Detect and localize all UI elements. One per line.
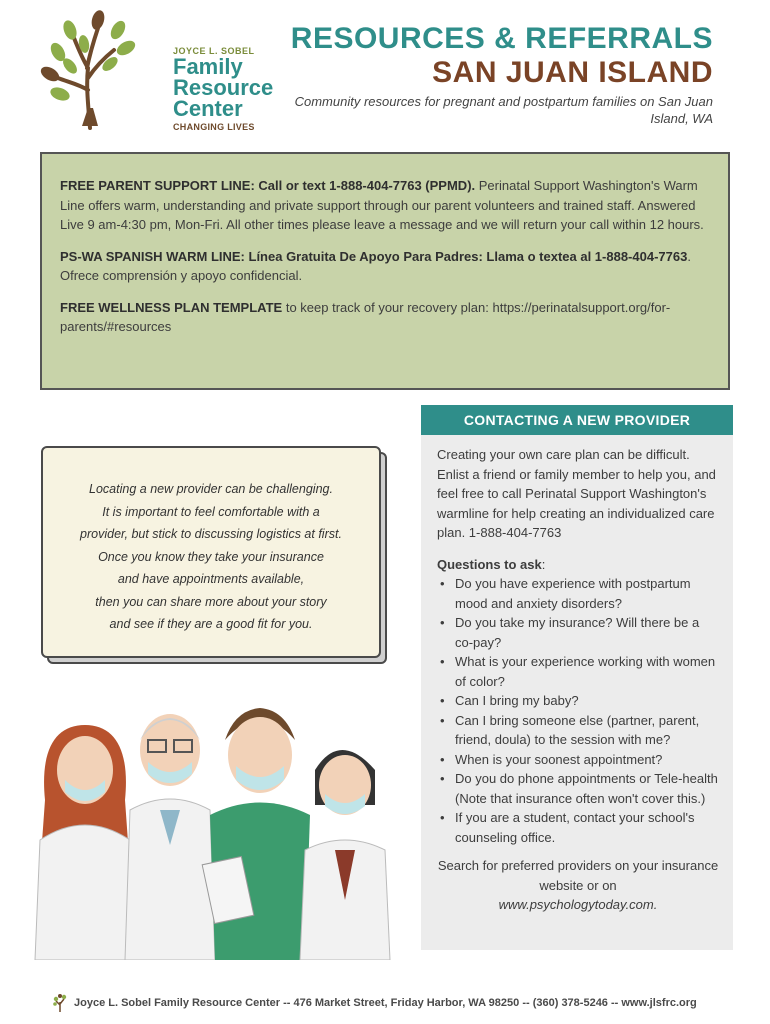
quote-line: It is important to feel comfortable with a [102,504,320,519]
list-item: • Do you do phone appointments or Tele-health (Note that insurance often won't cover this.) [437,769,719,808]
provider-search-note [437,856,719,915]
list-item: • Do you take my insurance? Will there be a co-pay? [437,613,719,652]
provider-section [421,435,733,950]
spanish-warm-line [60,247,708,286]
quote-card [41,446,381,658]
list-item: • What is your experience working with women of color? [437,652,719,691]
logo-small: JOYCE L. SOBEL [173,46,255,56]
list-item: • When is your soonest appointment? [437,750,719,770]
support-info-box [40,152,730,390]
list-item: • Can I bring someone else (partner, parent, friend, doula) to the session with me? [437,711,719,750]
parent-support-line-text: Perinatal Support Washington's Warm Line offers warm, understanding and private support through our parent volunteers and trained staff. Answered Live 9 am-4:30 pm, Mon-Fri. All other times please leave a message and we will return your call within 12 hours. [60,178,704,232]
wellness-plan-title: FREE WELLNESS PLAN TEMPLATE [60,299,283,315]
logo-text [173,46,273,132]
list-item: • If you are a student, contact your school's counseling office. [437,808,719,847]
logo-tagline: CHANGING LIVES [173,122,255,132]
logo-line3: Center [173,96,243,121]
parent-support-line-title: FREE PARENT SUPPORT LINE: Call or text 1-888-404-7763 (PPMD). [60,178,476,193]
spanish-warm-line-title: PS-WA SPANISH WARM LINE: Línea Gratuita De Apoyo Para Padres: Llama o textea al 1-888-404-7763 [60,248,688,264]
provider-intro: Creating your own care plan can be difficult. Enlist a friend or family member to help you, and feel free to call Perinatal Support Washington's warmline for help creating an individualized care plan. 1-888-404-7763 [437,447,716,540]
quote-line: and see if they are a good fit for you. [109,617,313,631]
logo-line1: Family [173,54,243,79]
quote-line: and have appointments available, [117,572,305,586]
questions-heading-label: Questions to ask [437,556,542,572]
list-item: • Do you have experience with postpartum mood and anxiety disorders? [437,574,719,613]
quote-line: then you can share more about your story [95,594,327,609]
spanish-warm-line-text: . Ofrece comprensión y apoyo confidencial. [60,248,691,283]
page-title: RESOURCES & REFERRALS [290,22,713,55]
page-subtitle-location: SAN JUAN ISLAND [432,56,713,89]
logo-line2: Resource [173,75,274,100]
healthcare-providers-illustration [30,670,410,960]
provider-section-heading: CONTACTING A NEW PROVIDER [421,405,733,435]
provider-man-older [125,714,215,960]
provider-woman-left [35,725,135,960]
page-footer [52,993,742,1013]
questions-heading-colon: : [541,556,546,572]
page-description: Community resources for pregnant and postpartum families on San Juan Island, WA [294,94,713,126]
questions-heading [437,555,719,575]
quote-line: Locating a new provider can be challenging. [89,482,333,496]
list-item: • Can I bring my baby? [437,691,719,711]
parent-support-line [60,176,708,235]
questions-list [437,574,719,847]
footer-contact-text: Joyce L. Sobel Family Resource Center -- 476 Market Street, Friday Harbor, WA 98250 -- (360) 378-5246 -- www.jlsfrc.org [74,997,697,1009]
tree-icon [52,993,68,1013]
psychology-today-link[interactable]: www.psychologytoday.com. [498,897,658,912]
quote-line: Once you know they take your insurance [98,549,324,564]
tree-icon [38,8,138,133]
wellness-plan-template [60,298,708,337]
wellness-plan-text: to keep track of your recovery plan: https://perinatalsupport.org/for-parents/#resources [60,299,671,334]
provider-search-text: Search for preferred providers on your insurance website or on [437,858,719,893]
quote-line: provider, but stick to discussing logistics at first. [80,527,342,541]
provider-man-scrubs [202,708,310,960]
logo [38,8,274,133]
provider-woman-right [300,750,390,960]
